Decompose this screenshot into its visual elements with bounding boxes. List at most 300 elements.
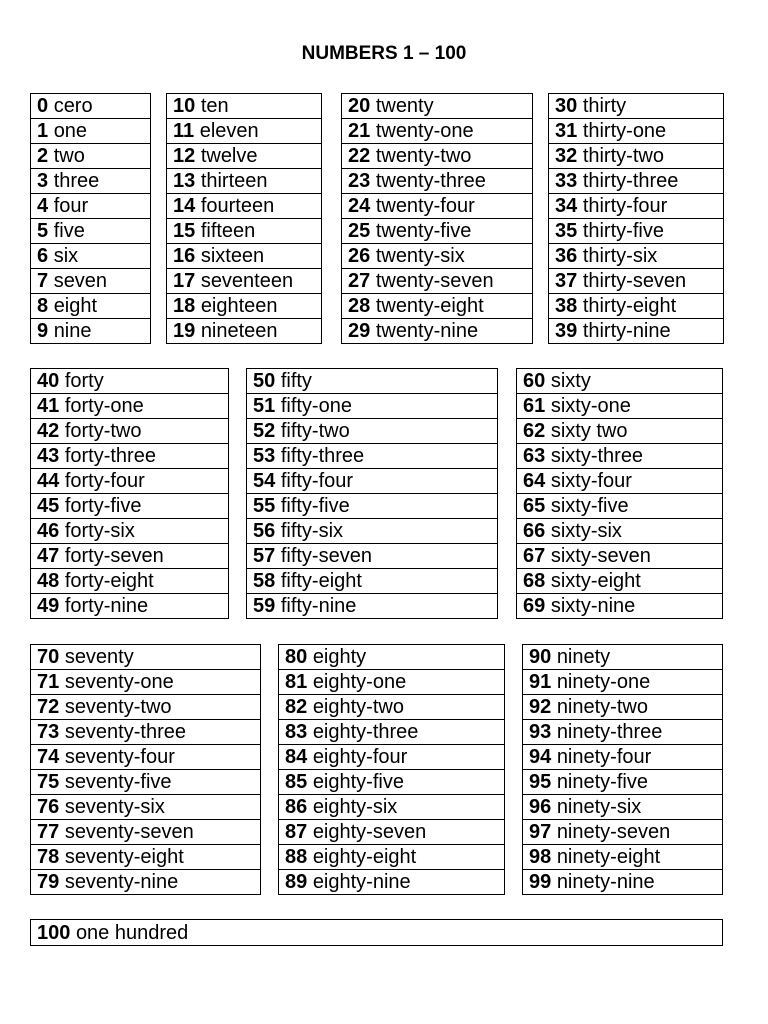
number-word: six <box>53 245 79 267</box>
number-digit: 45 <box>37 495 60 517</box>
number-row <box>279 670 505 695</box>
number-word: thirty-seven <box>582 270 687 292</box>
number-digit: 5 <box>37 220 49 242</box>
number-word: thirty-three <box>582 170 679 192</box>
page-title: NUMBERS 1 – 100 <box>301 43 467 64</box>
number-word: cero <box>53 95 93 117</box>
number-digit: 62 <box>523 420 546 442</box>
number-row <box>523 820 723 845</box>
number-cell <box>279 845 505 870</box>
number-digit: 37 <box>555 270 578 292</box>
number-word: seventy-five <box>64 771 172 793</box>
number-word: twenty-seven <box>375 270 494 292</box>
number-digit: 34 <box>555 195 578 217</box>
number-cell <box>279 770 505 795</box>
number-word: eighteen <box>200 295 278 317</box>
number-word: sixty-three <box>550 445 644 467</box>
number-cell <box>523 795 723 820</box>
number-row <box>247 519 498 544</box>
number-digit: 96 <box>529 796 552 818</box>
number-cell <box>31 745 261 770</box>
number-row <box>279 745 505 770</box>
number-cell <box>247 569 498 594</box>
number-cell <box>167 144 322 169</box>
number-row <box>31 394 229 419</box>
number-digit: 13 <box>173 170 196 192</box>
number-row <box>247 394 498 419</box>
number-cell <box>523 870 723 895</box>
number-word: twenty-eight <box>375 295 484 317</box>
number-cell <box>247 544 498 569</box>
number-row <box>549 169 724 194</box>
number-word: twenty-five <box>375 220 472 242</box>
number-cell <box>31 419 229 444</box>
number-word: sixty-eight <box>550 570 641 592</box>
number-row <box>517 469 723 494</box>
number-row <box>31 870 261 895</box>
number-digit: 97 <box>529 821 552 843</box>
number-word: sixty-nine <box>550 595 636 617</box>
number-word: thirty-eight <box>582 295 677 317</box>
number-cell <box>247 444 498 469</box>
number-cell <box>279 695 505 720</box>
number-word: ten <box>200 95 229 117</box>
number-row <box>247 444 498 469</box>
number-row <box>247 469 498 494</box>
number-row <box>342 244 533 269</box>
number-row <box>167 319 322 344</box>
number-digit: 16 <box>173 245 196 267</box>
number-row <box>549 144 724 169</box>
number-digit: 92 <box>529 696 552 718</box>
number-cell <box>342 269 533 294</box>
number-row <box>31 569 229 594</box>
number-row <box>31 119 151 144</box>
number-cell <box>31 645 261 670</box>
number-cell <box>342 94 533 119</box>
number-row <box>31 194 151 219</box>
number-digit: 18 <box>173 295 196 317</box>
number-word: ninety-five <box>556 771 648 793</box>
number-digit: 94 <box>529 746 552 768</box>
number-cell <box>523 695 723 720</box>
number-digit: 11 <box>173 120 195 142</box>
number-row <box>342 194 533 219</box>
number-digit: 63 <box>523 445 546 467</box>
number-cell <box>279 745 505 770</box>
number-digit: 47 <box>37 545 60 567</box>
number-cell <box>31 544 229 569</box>
number-row <box>517 544 723 569</box>
number-digit: 72 <box>37 696 60 718</box>
numbers-table <box>548 93 724 344</box>
number-cell <box>279 670 505 695</box>
numbers-table <box>341 93 533 344</box>
number-word: sixty-seven <box>550 545 651 567</box>
number-word: thirty-six <box>582 245 658 267</box>
number-cell <box>549 94 724 119</box>
number-digit: 87 <box>285 821 308 843</box>
number-row <box>31 219 151 244</box>
number-word: eighty-four <box>312 746 408 768</box>
number-row <box>279 645 505 670</box>
number-word: eighty-three <box>312 721 419 743</box>
number-row <box>342 144 533 169</box>
number-word: sixty two <box>550 420 628 442</box>
number-row <box>342 169 533 194</box>
number-cell <box>523 820 723 845</box>
number-digit: 8 <box>37 295 49 317</box>
number-digit: 9 <box>37 320 49 342</box>
number-row <box>31 645 261 670</box>
number-word: fifty-nine <box>280 595 357 617</box>
number-word: three <box>53 170 100 192</box>
number-row <box>549 269 724 294</box>
number-word: fifty-eight <box>280 570 362 592</box>
number-word: ninety <box>556 646 611 668</box>
number-digit: 19 <box>173 320 196 342</box>
number-digit: 56 <box>253 520 276 542</box>
number-word: sixty-six <box>550 520 622 542</box>
number-word: thirty <box>582 95 627 117</box>
number-cell <box>167 94 322 119</box>
number-cell <box>517 369 723 394</box>
number-cell <box>31 244 151 269</box>
number-cell <box>31 870 261 895</box>
number-row <box>31 720 261 745</box>
number-row <box>31 369 229 394</box>
number-digit: 27 <box>348 270 371 292</box>
number-word: nine <box>53 320 92 342</box>
number-cell <box>523 770 723 795</box>
number-cell <box>247 469 498 494</box>
number-cell <box>279 870 505 895</box>
number-cell <box>31 569 229 594</box>
number-word: seventy-one <box>64 671 174 693</box>
number-digit: 12 <box>173 145 196 167</box>
number-word: seventy-seven <box>64 821 194 843</box>
number-digit: 48 <box>37 570 60 592</box>
number-word: forty-two <box>64 420 142 442</box>
number-digit: 7 <box>37 270 49 292</box>
number-cell <box>247 369 498 394</box>
number-digit: 99 <box>529 871 552 893</box>
number-word: twenty-six <box>375 245 465 267</box>
number-word: eighty-seven <box>312 821 427 843</box>
number-cell <box>31 594 229 619</box>
number-cell <box>517 469 723 494</box>
number-cell <box>247 394 498 419</box>
number-cell <box>279 795 505 820</box>
number-row <box>167 119 322 144</box>
number-word: seventy-nine <box>64 871 179 893</box>
number-word: fifty-seven <box>280 545 372 567</box>
number-digit: 6 <box>37 245 49 267</box>
number-digit: 69 <box>523 595 546 617</box>
number-row <box>31 144 151 169</box>
number-cell <box>523 720 723 745</box>
number-row <box>31 444 229 469</box>
number-word: forty-one <box>64 395 144 417</box>
number-digit: 4 <box>37 195 49 217</box>
number-cell <box>517 569 723 594</box>
number-word: seventy-three <box>64 721 186 743</box>
number-row <box>31 920 723 946</box>
number-cell <box>167 319 322 344</box>
number-row <box>279 845 505 870</box>
number-row <box>523 670 723 695</box>
number-digit: 93 <box>529 721 552 743</box>
number-cell <box>549 119 724 144</box>
number-cell <box>31 670 261 695</box>
number-word: ninety-one <box>556 671 651 693</box>
number-cell <box>523 670 723 695</box>
number-cell <box>549 244 724 269</box>
number-word: fourteen <box>200 195 275 217</box>
number-row <box>342 94 533 119</box>
number-row <box>517 369 723 394</box>
number-row <box>167 219 322 244</box>
number-word: twenty-nine <box>375 320 479 342</box>
number-cell <box>342 144 533 169</box>
number-cell <box>342 194 533 219</box>
number-row <box>523 795 723 820</box>
number-row <box>523 870 723 895</box>
number-digit: 70 <box>37 646 60 668</box>
number-cell <box>31 119 151 144</box>
numbers-table <box>30 93 151 344</box>
number-word: fifty-one <box>280 395 352 417</box>
number-cell <box>517 394 723 419</box>
number-cell <box>517 444 723 469</box>
number-digit: 68 <box>523 570 546 592</box>
number-row <box>31 544 229 569</box>
number-digit: 49 <box>37 595 60 617</box>
number-row <box>247 369 498 394</box>
number-cell <box>31 294 151 319</box>
number-word: nineteen <box>200 320 278 342</box>
number-row <box>279 820 505 845</box>
number-cell <box>342 119 533 144</box>
number-word: forty-nine <box>64 595 149 617</box>
number-digit: 81 <box>285 671 308 693</box>
number-cell <box>279 820 505 845</box>
number-word: one <box>53 120 88 142</box>
number-row <box>342 294 533 319</box>
number-cell <box>279 645 505 670</box>
number-cell <box>247 594 498 619</box>
number-digit: 75 <box>37 771 60 793</box>
number-word: fifty-two <box>280 420 350 442</box>
number-word: thirty-nine <box>582 320 671 342</box>
number-cell <box>523 645 723 670</box>
numbers-table <box>30 644 261 895</box>
numbers-table <box>30 368 229 619</box>
number-digit: 95 <box>529 771 552 793</box>
number-row <box>342 119 533 144</box>
number-word: five <box>53 220 85 242</box>
number-word: four <box>53 195 89 217</box>
number-cell <box>31 695 261 720</box>
number-row <box>523 845 723 870</box>
number-cell <box>517 594 723 619</box>
number-row <box>342 219 533 244</box>
number-word: forty <box>64 370 104 392</box>
number-digit: 44 <box>37 470 60 492</box>
number-word: fifty-six <box>280 520 344 542</box>
number-row <box>279 720 505 745</box>
number-row <box>31 419 229 444</box>
number-cell <box>247 419 498 444</box>
number-cell <box>31 720 261 745</box>
number-row <box>167 169 322 194</box>
number-row <box>279 870 505 895</box>
number-cell <box>31 920 723 946</box>
number-cell <box>167 169 322 194</box>
number-cell <box>31 444 229 469</box>
number-cell <box>31 94 151 119</box>
number-cell <box>342 294 533 319</box>
number-digit: 20 <box>348 95 371 117</box>
number-row <box>31 319 151 344</box>
number-row <box>31 695 261 720</box>
number-word: thirty-four <box>582 195 668 217</box>
number-digit: 33 <box>555 170 578 192</box>
number-digit: 52 <box>253 420 276 442</box>
number-digit: 79 <box>37 871 60 893</box>
number-digit: 73 <box>37 721 60 743</box>
number-digit: 2 <box>37 145 49 167</box>
number-row <box>31 770 261 795</box>
number-row <box>167 269 322 294</box>
number-cell <box>167 294 322 319</box>
number-digit: 23 <box>348 170 371 192</box>
number-row <box>247 419 498 444</box>
number-row <box>549 244 724 269</box>
number-row <box>517 394 723 419</box>
number-word: eighty-one <box>312 671 407 693</box>
number-digit: 24 <box>348 195 371 217</box>
number-cell <box>31 820 261 845</box>
number-cell <box>31 144 151 169</box>
number-digit: 74 <box>37 746 60 768</box>
number-digit: 59 <box>253 595 276 617</box>
number-cell <box>31 394 229 419</box>
number-digit: 14 <box>173 195 196 217</box>
number-cell <box>31 845 261 870</box>
number-row <box>517 519 723 544</box>
number-digit: 64 <box>523 470 546 492</box>
number-word: seven <box>53 270 108 292</box>
number-word: ninety-six <box>556 796 642 818</box>
number-row <box>549 194 724 219</box>
number-row <box>549 94 724 119</box>
number-digit: 85 <box>285 771 308 793</box>
number-word: fifty <box>280 370 312 392</box>
number-digit: 15 <box>173 220 196 242</box>
number-word: seventy-two <box>64 696 172 718</box>
number-word: ninety-seven <box>556 821 671 843</box>
number-word: thirty-two <box>582 145 664 167</box>
number-word: eighty <box>312 646 367 668</box>
number-cell <box>31 319 151 344</box>
number-row <box>549 294 724 319</box>
number-row <box>167 194 322 219</box>
number-digit: 17 <box>173 270 196 292</box>
number-row <box>517 569 723 594</box>
number-row <box>279 695 505 720</box>
number-digit: 91 <box>529 671 552 693</box>
number-cell <box>517 519 723 544</box>
number-digit: 32 <box>555 145 578 167</box>
number-cell <box>167 219 322 244</box>
number-cell <box>31 169 151 194</box>
number-cell <box>31 795 261 820</box>
number-row <box>517 594 723 619</box>
number-digit: 77 <box>37 821 60 843</box>
number-word: forty-three <box>64 445 156 467</box>
number-digit: 90 <box>529 646 552 668</box>
number-row <box>517 419 723 444</box>
number-word: eighty-six <box>312 796 398 818</box>
number-digit: 29 <box>348 320 371 342</box>
number-cell <box>31 519 229 544</box>
number-digit: 0 <box>37 95 49 117</box>
number-row <box>167 144 322 169</box>
number-row <box>31 594 229 619</box>
number-digit: 41 <box>37 395 60 417</box>
number-row <box>167 294 322 319</box>
number-cell <box>167 244 322 269</box>
number-row <box>247 494 498 519</box>
number-word: ninety-eight <box>556 846 661 868</box>
number-row <box>31 244 151 269</box>
number-word: sixty <box>550 370 591 392</box>
numbers-table <box>522 644 723 895</box>
number-digit: 98 <box>529 846 552 868</box>
number-word: fifty-three <box>280 445 365 467</box>
number-row <box>279 770 505 795</box>
number-row <box>279 795 505 820</box>
number-cell <box>31 219 151 244</box>
number-digit: 46 <box>37 520 60 542</box>
number-digit: 21 <box>348 120 371 142</box>
number-cell <box>517 419 723 444</box>
number-word: fifty-five <box>280 495 350 517</box>
number-digit: 58 <box>253 570 276 592</box>
number-digit: 30 <box>555 95 578 117</box>
number-row <box>167 244 322 269</box>
number-digit: 88 <box>285 846 308 868</box>
number-word: ninety-three <box>556 721 663 743</box>
number-digit: 39 <box>555 320 578 342</box>
number-word: sixteen <box>200 245 265 267</box>
number-digit: 3 <box>37 170 49 192</box>
number-row <box>167 94 322 119</box>
number-word: sixty-four <box>550 470 632 492</box>
number-digit: 61 <box>523 395 546 417</box>
number-digit: 84 <box>285 746 308 768</box>
number-word: twenty-one <box>375 120 474 142</box>
number-cell <box>549 194 724 219</box>
number-row <box>523 645 723 670</box>
number-word: fifty-four <box>280 470 354 492</box>
number-word: eighty-two <box>312 696 404 718</box>
number-digit: 53 <box>253 445 276 467</box>
number-digit: 40 <box>37 370 60 392</box>
number-word: seventy <box>64 646 134 668</box>
number-digit: 31 <box>555 120 578 142</box>
